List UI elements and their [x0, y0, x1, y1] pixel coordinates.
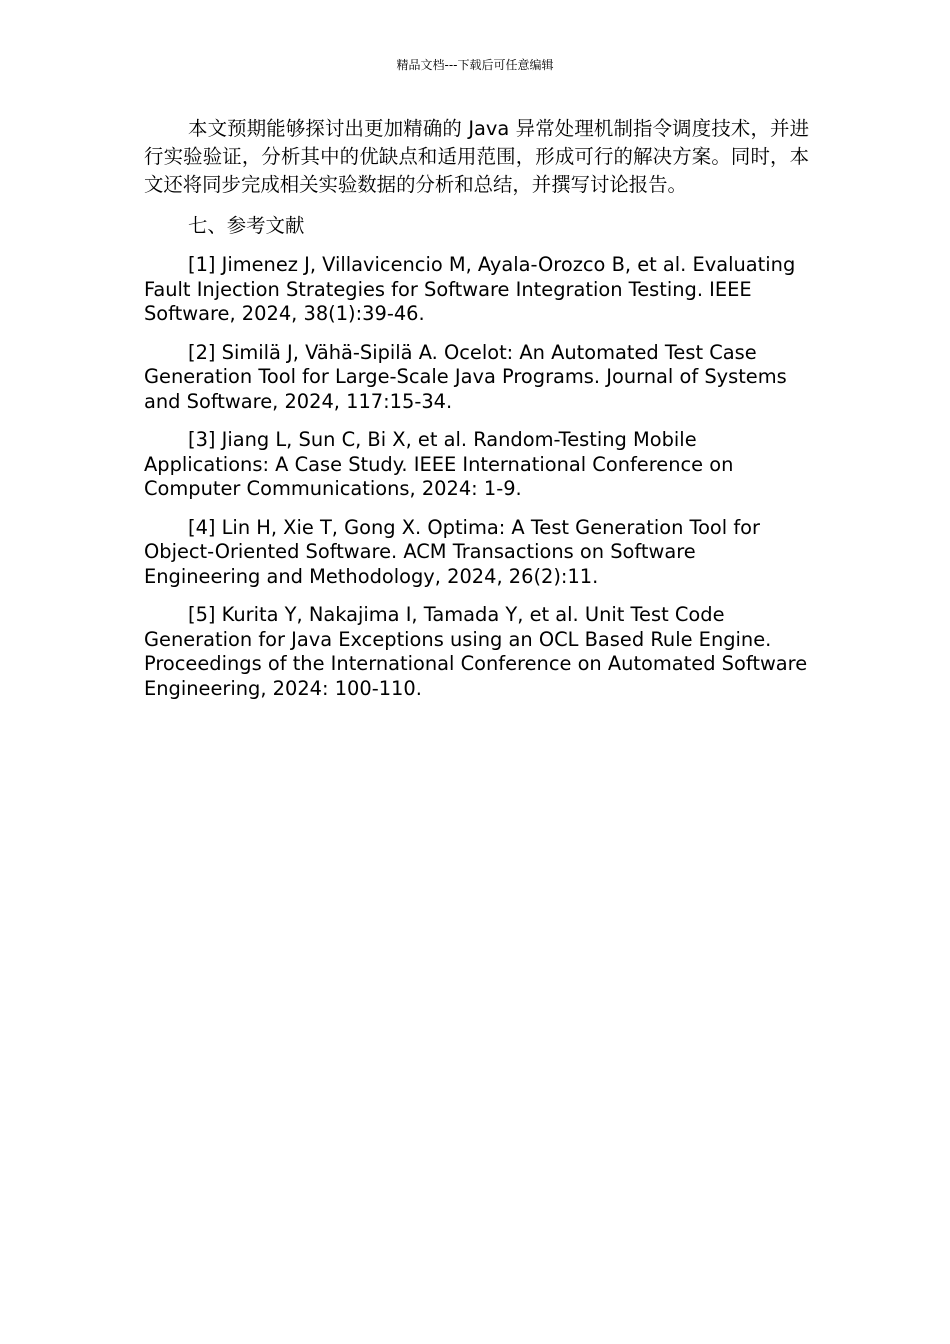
reference-item-2: [2] Similä J, Vähä-Sipilä A. Ocelot: An Automated Test Case Generation Tool for Large-Scale Java Programs. Journal of Systems and Software, 2024, 117:15-34. — [144, 340, 787, 413]
document-body — [144, 115, 809, 701]
reference-item-4: [4] Lin H, Xie T, Gong X. Optima: A Test Generation Tool for Object-Oriented Software. ACM Transactions on Software Engineering and Methodology, 2024, 26(2):11. — [144, 515, 761, 588]
reference-item-5: [5] Kurita Y, Nakajima I, Tamada Y, et al. Unit Test Code Generation for Java Exceptions using an OCL Based Rule Engine. Proceedings of the International Conference on Automated Software Engineering, 2024: 100-110. — [144, 603, 808, 700]
reference-item-3: [3] Jiang L, Sun C, Bi X, et al. Random-Testing Mobile Applications: A Case Study. IEEE International Conference on Computer Communications, 2024: 1-9. — [144, 428, 734, 500]
intro-paragraph: 本文预期能够探讨出更加精确的 Java 异常处理机制指令调度技术，并进行实验验证，分析其中的优缺点和适用范围，形成可行的解决方案。同时，本文还将同步完成相关实验数据的分析和总结，并撰写讨论报告。 — [144, 117, 809, 196]
references-heading: 七、参考文献 — [188, 214, 305, 237]
page-header: 精品文档---下载后可任意编辑 — [396, 58, 554, 72]
reference-item-1: [1] Jimenez J, Villavicencio M, Ayala-Orozco B, et al. Evaluating Fault Injection Strategies for Software Integration Testing. IEEE Software, 2024, 38(1):39-46. — [144, 253, 796, 325]
